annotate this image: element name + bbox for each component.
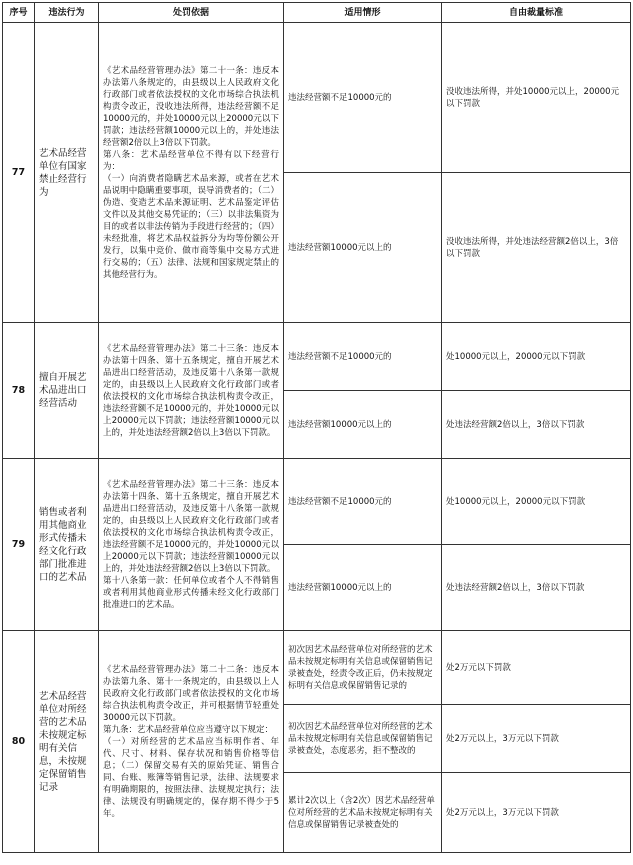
- row-behavior: 销售或者利用其他商业形式传播未经文化行政部门批准进口的艺术品: [35, 459, 99, 631]
- table-row: [3, 23, 631, 173]
- row-case: 违法经营额不足10000元的: [284, 459, 442, 545]
- header-case: 适用情形: [284, 3, 442, 23]
- row-case: 违法经营额不足10000元的: [284, 323, 442, 391]
- row-case: 违法经营额10000元以上的: [284, 173, 442, 323]
- row-seq: 80: [3, 631, 35, 853]
- row-standard: 处10000元以上，20000元以下罚款: [442, 459, 631, 545]
- row-behavior: 擅自开展艺术品进出口经营活动: [35, 323, 99, 459]
- row-standard: 处2万元以上，3万元以下罚款: [442, 705, 631, 773]
- row-case: 初次因艺术品经营单位对所经营的艺术品未按规定标明有关信息或保留销售记录被查处，经责令改正后，仍未按规定标明有关信息或保留销售记录的: [284, 631, 442, 705]
- row-basis: 《艺术品经营管理办法》第二十二条：违反本办法第九条、第十一条规定的，由县级以上人民政府文化行政部门或者依法授权的文化市场综合执法机构责令改正，并可根据情节轻重处30000元以下罚款。 第九条：艺术品经营单位应当遵守以下规定： （一）对所经营的艺术品应当标明作者、年代、尺寸、材料、保存状况和销售价格等信息；（二）保留交易有关的原始凭证、销售合同、台账、账簿等销售记录，法律、法规要求有明确期限的，按照法律、法规规定执行；法律、法规没有明确规定的，保存期不得少于5年。: [99, 631, 284, 853]
- row-standard: 处违法经营额2倍以上，3倍以下罚款: [442, 545, 631, 631]
- header-row: [3, 3, 631, 23]
- row-standard: 处2万元以上，3万元以下罚款: [442, 773, 631, 853]
- row-basis: 《艺术品经营管理办法》第二十一条：违反本办法第八条规定的，由县级以上人民政府文化行政部门或者依法授权的文化市场综合执法机构责令改正，没收违法所得，违法经营额不足10000元的，并处10000元以上20000元以下罚款；违法经营额10000元以上的，并处违法经营额2倍以上3倍以下罚款。 第八条：艺术品经营单位不得有以下经营行为： （一）向消费者隐瞒艺术品来源，或者在艺术品说明中隐瞒重要事项，误导消费者的；（二）伪造、变造艺术品来源证明、艺术品鉴定评估文件以及其他交易凭证的；（三）以非法集资为目的或者以非法传销为手段进行经营的；（四）未经批准，将艺术品权益拆分为均等份额公开发行，以集中竞价、做市商等集中交易方式进行交易的；（五）法律、法规和国家规定禁止的其他经营行为。: [99, 23, 284, 323]
- row-case: 违法经营额不足10000元的: [284, 23, 442, 173]
- row-case: 累计2次以上（含2次）因艺术品经营单位对所经营的艺术品未按规定标明有关信息或保留销售记录被查处的: [284, 773, 442, 853]
- row-standard: 处2万元以下罚款: [442, 631, 631, 705]
- row-basis: 《艺术品经营管理办法》第二十三条：违反本办法第十四条、第十五条规定，擅自开展艺术品进出口经营活动，及违反第十八条第一款规定的，由县级以上人民政府文化行政部门或者依法授权的文化市场综合执法机构责令改正，违法经营额不足10000元的，并处10000元以上20000元以下罚款；违法经营额10000元以上的，并处违法经营额2倍以上3倍以下罚款。 第十八条第一款：任何单位或者个人不得销售或者利用其他商业形式传播未经文化行政部门批准进口的艺术品。: [99, 459, 284, 631]
- row-case: 违法经营额10000元以上的: [284, 391, 442, 459]
- table-row: [3, 459, 631, 545]
- header-standard: 自由裁量标准: [442, 3, 631, 23]
- row-standard: 处10000元以上，20000元以下罚款: [442, 323, 631, 391]
- header-basis: 处罚依据: [99, 3, 284, 23]
- header-seq: 序号: [3, 3, 35, 23]
- row-behavior: 艺术品经营单位有国家禁止经营行为: [35, 23, 99, 323]
- table-row: [3, 323, 631, 391]
- table-row: [3, 631, 631, 705]
- row-seq: 77: [3, 23, 35, 323]
- row-standard: 处违法经营额2倍以上，3倍以下罚款: [442, 391, 631, 459]
- row-basis: 《艺术品经营管理办法》第二十三条：违反本办法第十四条、第十五条规定，擅自开展艺术品进出口经营活动，及违反第十八条第一款规定的，由县级以上人民政府文化行政部门或者依法授权的文化市场综合执法机构责令改正，违法经营额不足10000元的，并处10000元以上20000元以下罚款；违法经营额10000元以上的，并处违法经营额2倍以上3倍以下罚款。: [99, 323, 284, 459]
- penalty-standards-table: [2, 2, 631, 853]
- header-behavior: 违法行为: [35, 3, 99, 23]
- row-seq: 79: [3, 459, 35, 631]
- row-behavior: 艺术品经营单位对所经营的艺术品未按规定标明有关信息，未按规定保留销售记录: [35, 631, 99, 853]
- row-case: 初次因艺术品经营单位对所经营的艺术品未按规定标明有关信息或保留销售记录被查处，态度恶劣，拒不整改的: [284, 705, 442, 773]
- row-seq: 78: [3, 323, 35, 459]
- row-case: 违法经营额10000元以上的: [284, 545, 442, 631]
- row-standard: 没收违法所得，并处违法经营额2倍以上，3倍以下罚款: [442, 173, 631, 323]
- row-standard: 没收违法所得，并处10000元以上，20000元以下罚款: [442, 23, 631, 173]
